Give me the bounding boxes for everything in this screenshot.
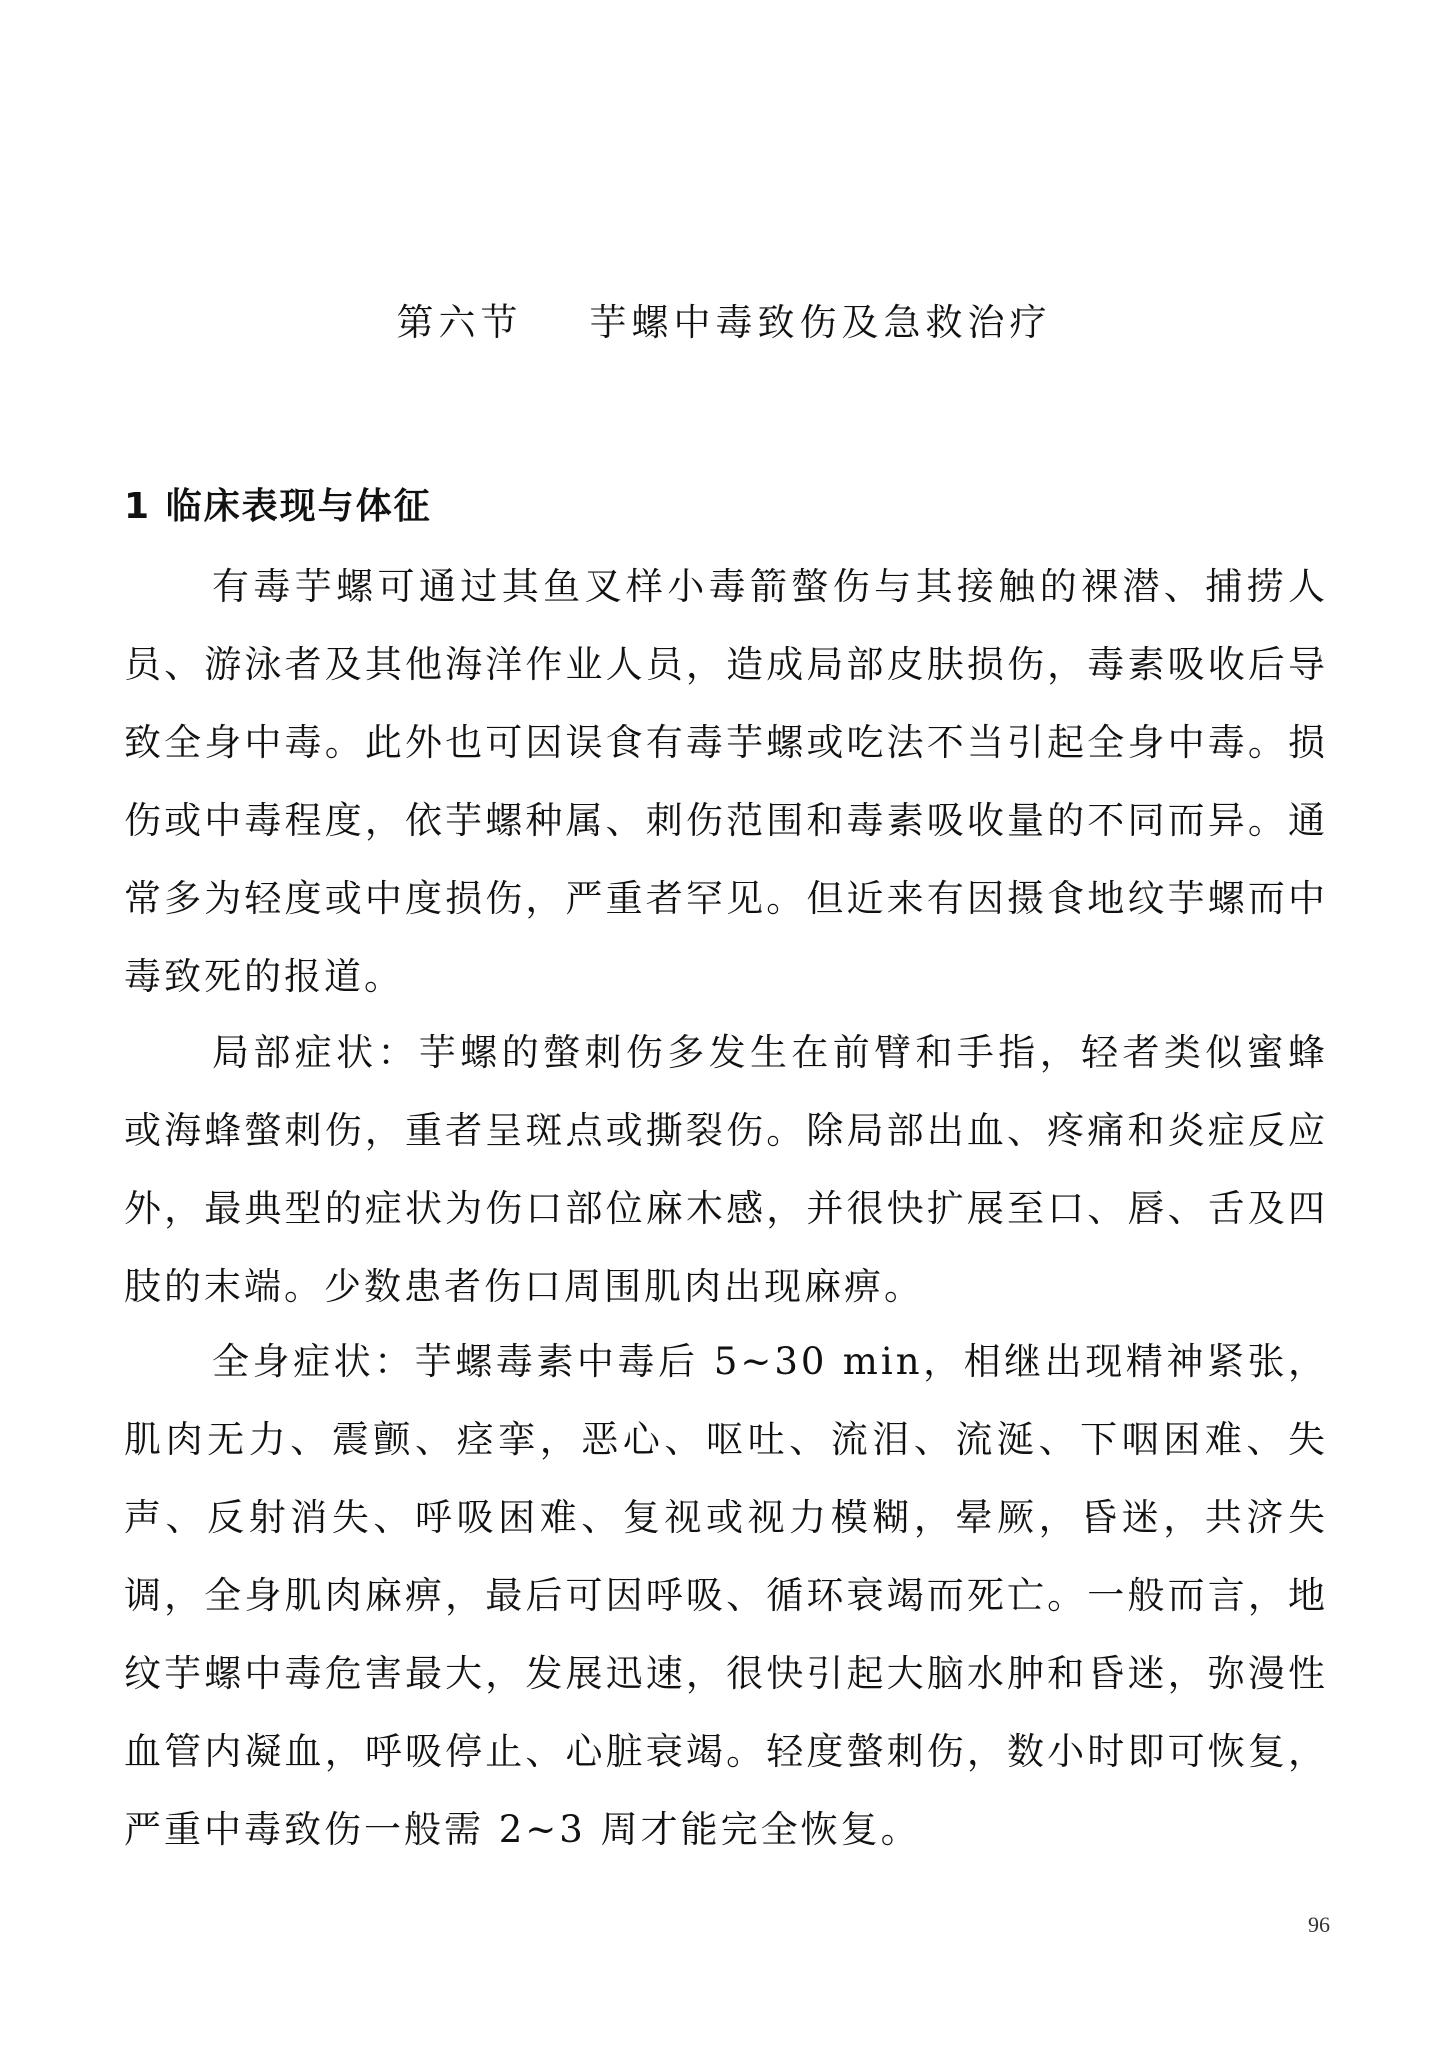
page-number: 96 [1308,1912,1330,1937]
section-heading: 1 临床表现与体征 [124,486,432,527]
paragraph-systemic-symptoms: 全身症状：芋螺毒素中毒后 5~30 min，相继出现精神紧张，肌肉无力、震颤、痉挛，恶心、呕吐、流泪、流涎、下咽困难、失声、反射消失、呼吸困难、复视或视力模糊，晕厥，昏迷，共济失调，全身肌肉麻痹，最后可因呼吸、循环衰竭而死亡。一般而言，地纹芋螺中毒危害最大，发展迅速，很快引起大脑水肿和昏迷，弥漫性血管内凝血，呼吸停止、心脏衰竭。轻度螫刺伤，数小时即可恢复，严重中毒致伤一般需 2~3 周才能完全恢复。 [124,1340,1328,1851]
paragraph-local-symptoms: 局部症状：芋螺的螫刺伤多发生在前臂和手指，轻者类似蜜蜂或海蜂螫刺伤，重者呈斑点或撕裂伤。除局部出血、疼痛和炎症反应外，最典型的症状为伤口部位麻木感，并很快扩展至口、唇、舌及四肢的末端。少数患者伤口周围肌肉出现麻痹。 [124,1031,1328,1308]
paragraph-overview: 有毒芋螺可通过其鱼叉样小毒箭螫伤与其接触的裸潜、捕捞人员、游泳者及其他海洋作业人员，造成局部皮肤损伤，毒素吸收后导致全身中毒。此外也可因误食有毒芋螺或吃法不当引起全身中毒。损伤或中毒程度，依芋螺种属、刺伤范围和毒素吸收量的不同而异。通常多为轻度或中度损伤，严重者罕见。但近来有因摄食地纹芋螺而中毒致死的报道。 [124,565,1328,998]
chapter-title: 第六节 芋螺中毒致伤及急救治疗 [396,301,1052,344]
